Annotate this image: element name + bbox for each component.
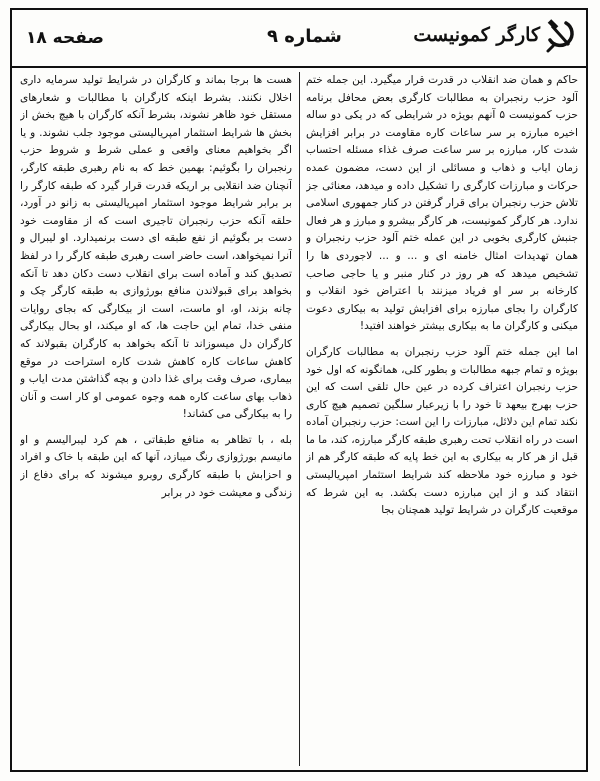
column-divider	[299, 72, 300, 766]
right-column	[306, 72, 578, 766]
page-number: صفحه ۱۸	[26, 28, 104, 48]
right-paragraph-2: اما این جمله ختم آلود حزب رنجبران به مطالبات کارگران بویژه و تمام جبهه مطالبات و بطور کلی، همانگونه که اول خود حزب رنجبران اعتراف کرده در عین حال تلقی است که این حزب بهرج بیعهد تا خود را با زیرعبار سلگین تصمیم هیچ کاری نکند تمام این دلائل، مبارزات را این است: حزب رنجبران آماده است در راه انقلاب تحت رهبری طبقه کارگر مبارزه، کند، ما ما قبل از هر کار به بیکاری به این خط پایه که طبقه کارگر هم از خود و مبارزه خود ملاحظه کند شرایط استثمار امپریالیستی انتقاد کند و از این مبارزه دست بکشد. به این شرط که موقعیت کارگران در شرایط تولید همچنان بجا	[306, 345, 578, 517]
masthead-title: کارگر کمونیست	[413, 24, 540, 46]
page-header	[12, 10, 586, 68]
issue-number: شماره ۹	[267, 26, 342, 47]
page-frame	[10, 8, 588, 772]
left-paragraph-2: بله ، با تظاهر به منافع طبقاتی ، هم کرد لیبرالیسم و او مانیسم بورژوازی رنگ میبازد، آنها که این طبقه با خاک و افراد و احزابش با طبقه کارگری روبرو میشوند که برای دفاع از زندگی و معیشت خود در برابر	[20, 433, 292, 499]
hammer-sickle-icon	[544, 18, 578, 54]
right-paragraph-1: حاکم و همان ضد انقلاب در قدرت قرار میگیرد. این جمله ختم آلود حزب رنجبران به مطالبات کارگری بعض محافل برنامه حزب کمونیست ۵ آنهم بویژه در شرایطی که در یکی دو ساله اخیره مبارزه بر سر ساعات کاره مقاومت در برابر افزایش شدت کار، مبارزه بر سر ساعت صرف غذاء مسئله احتساب زمان ایاب و ذهاب و مسائلی از این دست، مضمون عمده حرکات و مبارزات کارگری را تشکیل داده و میدهد، معنائی جز تلاش حزب رنجبران برای قرار گرفتن در کنار جمهوری اسلامی ندارد. هر کارگر کمونیست، هر کارگر بیشرو و مبارز و هر فعال جنبش کارگری بخوبی در این عمله ختم آلود حزب رنجبران و همان تهدیدات امثال خامنه ای و ... و ... لاجوردی ها را تشخیص میدهد که هر روز در کنار منبر و یا حاجی صاحب کارخانه بر سر او فریاد میزنند با اعتراض خود انقلاب و کارگران را بجای مبارزه برای افزایش تولید به بیکاری دعوت میکنی و کارگران ما به بیکاری بیشتر خواهند افتید!	[306, 74, 578, 333]
left-column	[20, 72, 292, 766]
left-paragraph-1: هست ها برجا بماند و کارگران در شرایط تولید سرمایه داری اخلال نکنند. بشرط اینکه کارگران با مطالبات و شعارهای مستقل خود ظاهر نشوند، بشرط آنکه کارگران با هیچ بخش از بخش ها شرایط استثمار امپریالیستی موجود جلب نشوند. و یا اگر بخواهیم معنای واقعی و عملی شرط و شروط حزب رنجبران را بگوئیم: بهمین خط که به نام رهبری طبقه کارگر، آنچنان ضد انقلابی بر اریکه قدرت قرار گیرد که طبقه کارگر را بر برابر شرایط موجود استثمار امپریالیستی به زانو در آورد، حلقه آنکه حزب رنجبران تاجیری است که از مقاومت خود دست بر بگوئیم از نفع طبقه ای دست برنمیدارد. او لیبرال و آنرا نمیخواهد، است حاضر است رهبری طبقه کارگر را در لفظ تصدیق کند و آماده است برای انقلاب دست دکان دهد تا آنکه بخواهد برای قبولاندن منافع بورژوازی به طبقه کارگر چک و چانه بزند، او، او ماست، است از بیکارگی که بجای روایات منفی خدا، تمام این حاجت ها، که او میکند، او بحال بیکارگی کارگران دل میسوزاند تا آنکه بخواهد به کارگران بقبولاند که کاهش ساعات کاره کاهش شدت کاره استراحت در موقع بیماری، صرف وقت برای غذا دادن و بچه گذاشتن مدت ایاب و ذهاب بهای ساعت کاره همه وجوه عمومی او کار است و آنان را به بیکارگی می کشاند!	[20, 74, 292, 421]
